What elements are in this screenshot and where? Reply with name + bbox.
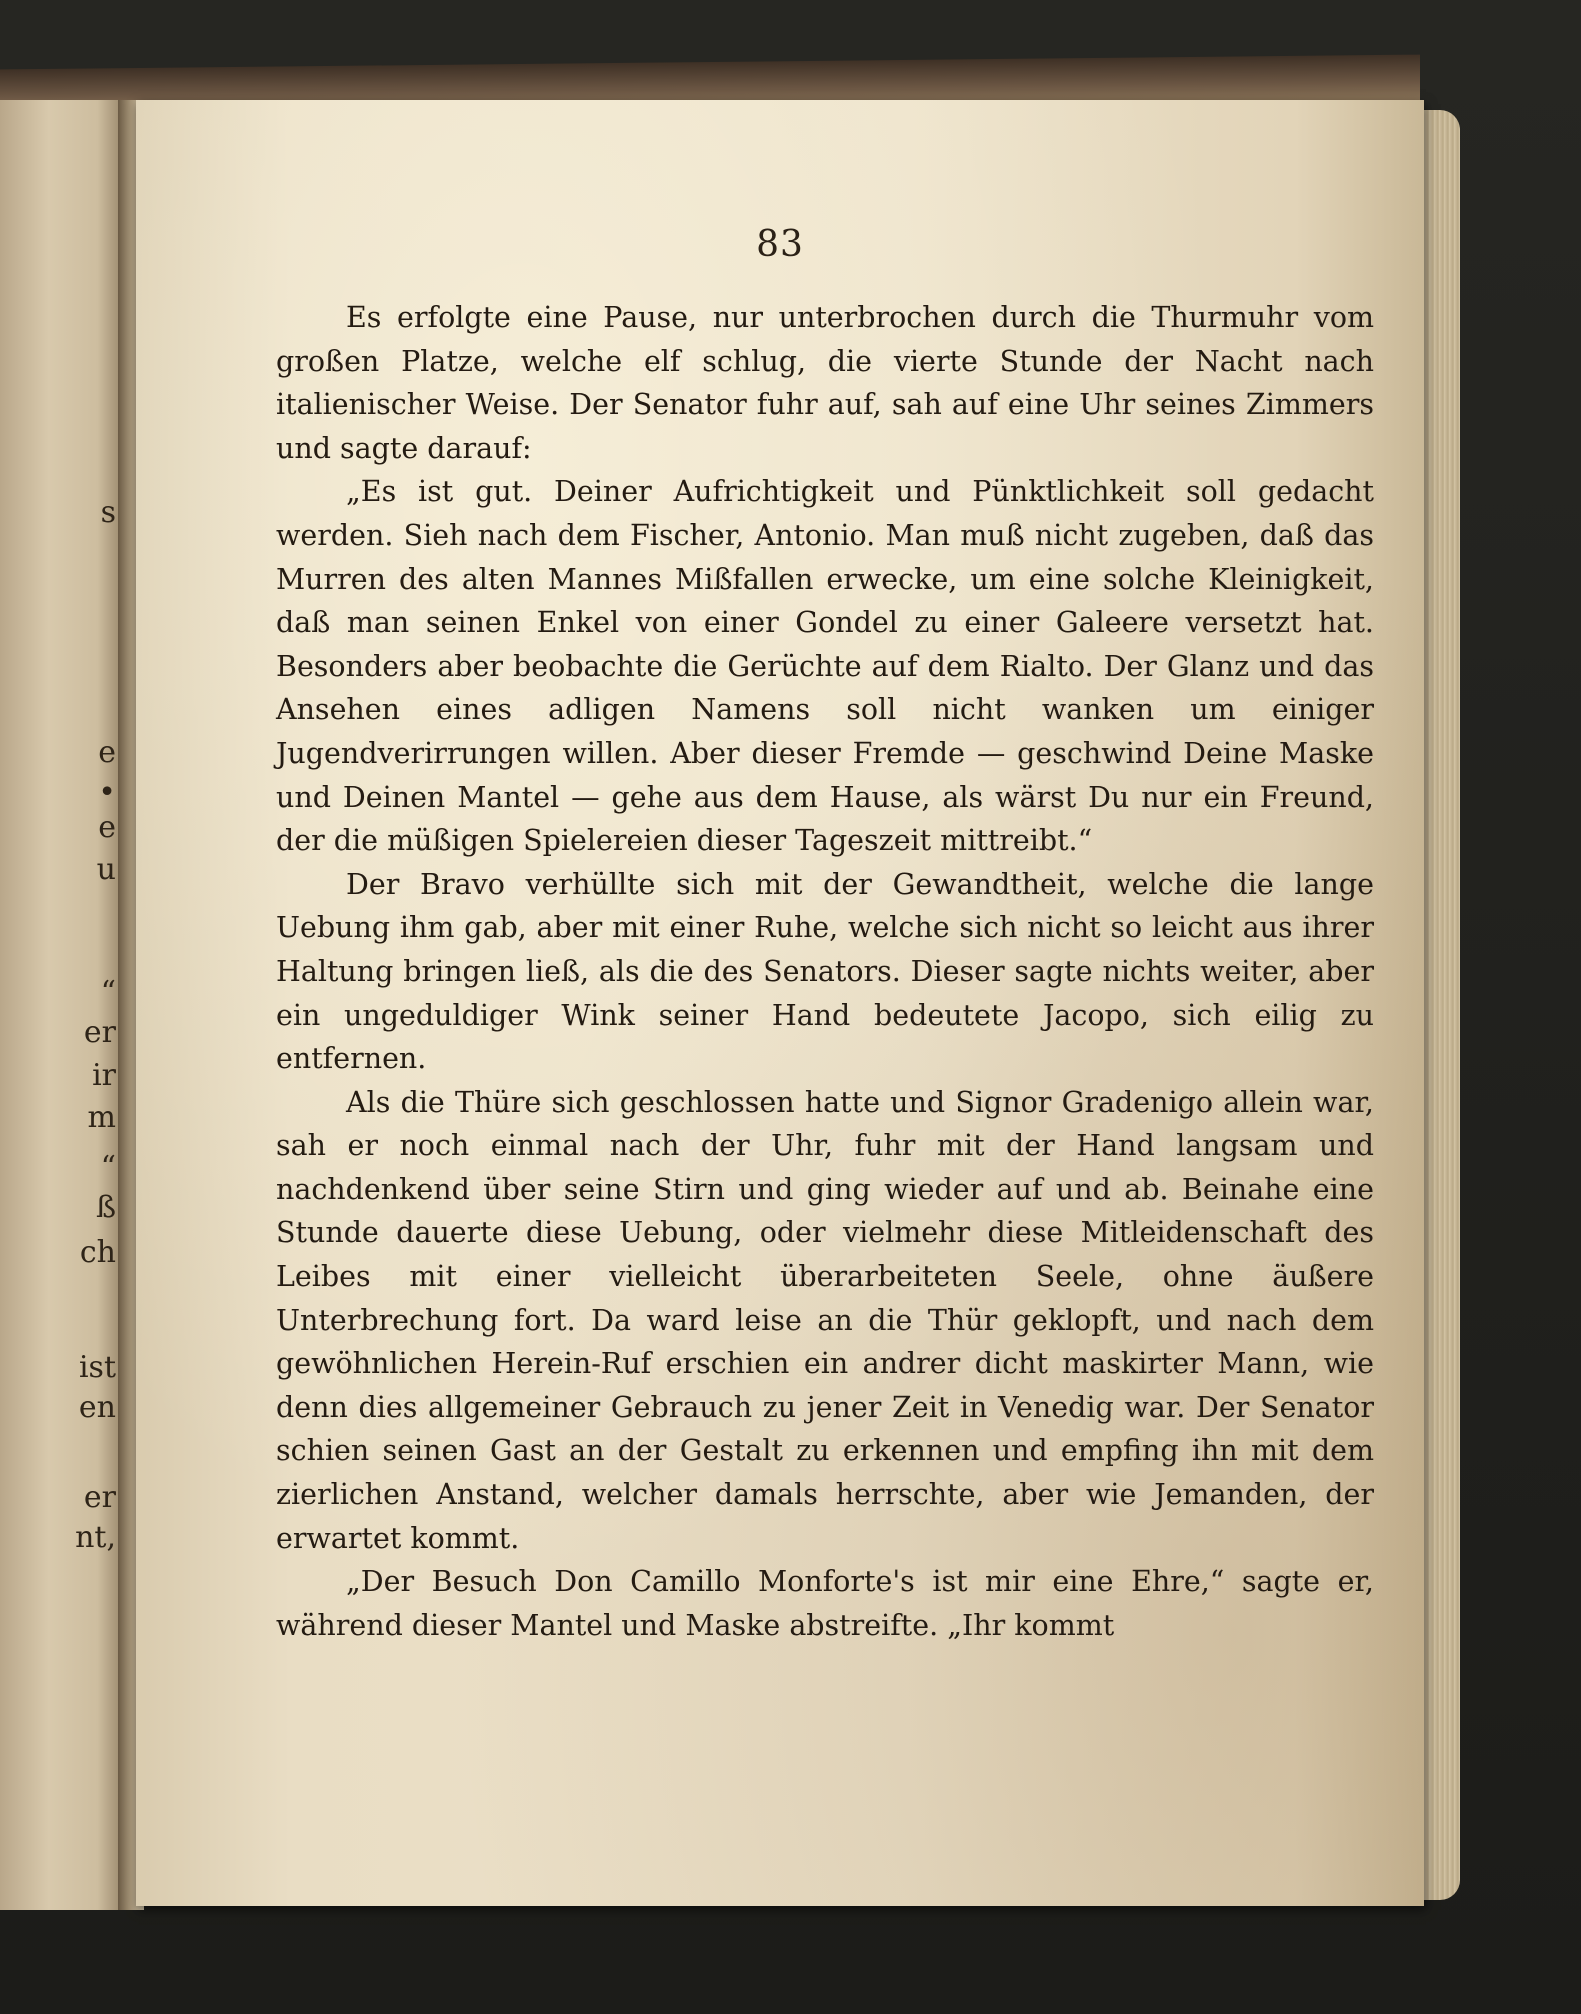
fragment-text: ir <box>92 1058 116 1093</box>
previous-page-text-fragments <box>0 100 122 1910</box>
fragment-text: ß <box>95 1190 116 1225</box>
fragment-text: e <box>98 735 116 770</box>
fragment-text: “ <box>100 1150 116 1185</box>
fragment-text: er <box>83 1015 116 1050</box>
fragment-text: “ <box>100 975 116 1010</box>
paragraph: Der Bravo verhüllte sich mit der Gewandtheit, welche die lange Uebung ihm gab, aber mit einer Ruhe, welche sich nicht so leicht aus ihrer Haltung bringen ließ, als die des Senators. Dieser sagte nichts weiter, aber ein ungeduldiger Wink seiner Hand bedeutete Jacopo, sich eilig zu entfernen. <box>276 867 1374 1076</box>
page-stack-edge <box>1420 110 1460 1900</box>
book-page <box>136 100 1424 1906</box>
fragment-text: ist <box>78 1350 116 1385</box>
fragment-text: m <box>87 1100 116 1135</box>
paragraph: Es erfolgte eine Pause, nur unterbrochen durch die Thurmuhr vom großen Platze, welche elf schlug, die vierte Stunde der Nacht nach italienischer Weise. Der Senator fuhr auf, sah auf eine Uhr seines Zimmers und sagte darauf: <box>276 301 1374 465</box>
fragment-text: • <box>98 775 116 810</box>
fragment-text: e <box>98 810 116 845</box>
page-text-body <box>276 296 1374 1647</box>
paragraph: „Der Besuch Don Camillo Monforte's ist mir eine Ehre,“ sagte er, während dieser Mantel und Maske abstreifte. „Ihr kommt <box>276 1565 1374 1642</box>
fragment-text: en <box>78 1390 116 1425</box>
fragment-text: nt, <box>75 1520 116 1555</box>
fragment-text: ch <box>79 1235 116 1270</box>
fragment-text: u <box>96 852 116 887</box>
fragment-text: s <box>100 495 116 530</box>
paragraph: Als die Thüre sich geschlossen hatte und Signor Gradenigo allein war, sah er noch einmal nach der Uhr, fuhr mit der Hand langsam und nachdenkend über seine Stirn und ging wieder auf und ab. Beinahe eine Stunde dauerte diese Uebung, oder vielmehr diese Mitleidenschaft des Leibes mit einer vielleicht überarbeiteten Seele, ohne äußere Unterbrechung fort. Da ward leise an die Thür geklopft, und nach dem gewöhnlichen Herein-Ruf erschien ein andrer dicht maskirter Mann, wie denn dies allgemeiner Gebrauch zu jener Zeit in Venedig war. Der Senator schien seinen Gast an der Gestalt zu erkennen und empfing ihn mit dem zierlichen Anstand, welcher damals herrschte, aber wie Jemanden, der erwartet kommt. <box>276 1085 1374 1555</box>
fragment-text: er <box>83 1480 116 1515</box>
page-number: 83 <box>756 224 804 265</box>
paragraph: „Es ist gut. Deiner Aufrichtigkeit und Pünktlichkeit soll gedacht werden. Sieh nach dem Fischer, Antonio. Man muß nicht zugeben, daß das Murren des alten Mannes Mißfallen erwecke, um eine solche Kleinigkeit, daß man seinen Enkel von einer Gondel zu einer Galeere versetzt hat. Besonders aber beobachte die Gerüchte auf dem Rialto. Der Glanz und das Ansehen eines adligen Namens soll nicht wanken um einiger Jugendverirrungen willen. Aber dieser Fremde — geschwind Deine Maske und Deinen Mantel — gehe aus dem Hause, als wärst Du nur ein Freund, der die müßigen Spielereien dieser Tageszeit mittreibt.“ <box>276 475 1374 858</box>
previous-page-edge <box>0 100 122 1910</box>
